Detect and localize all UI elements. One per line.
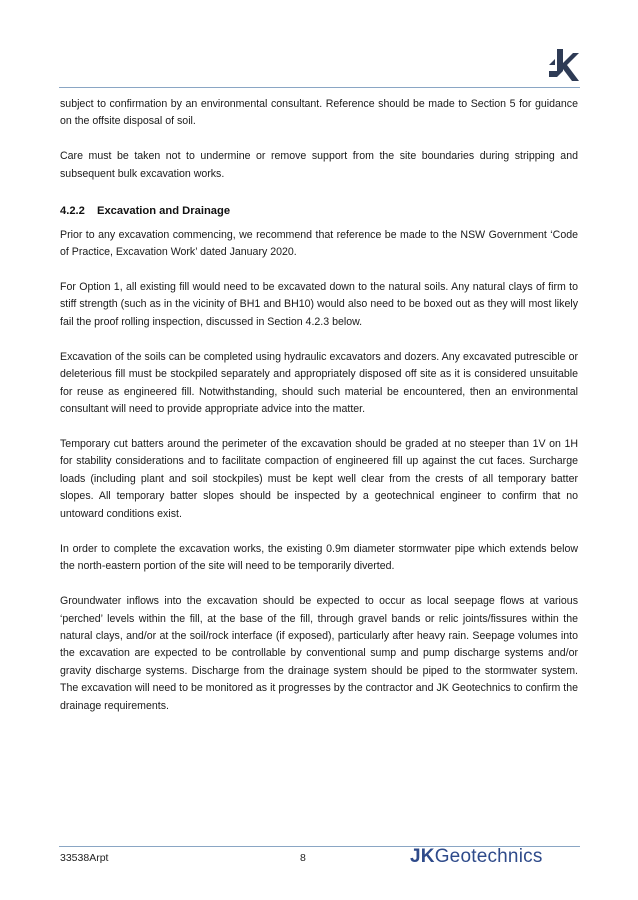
section-heading [60,203,578,220]
company-brand [410,846,543,868]
paragraph: For Option 1, all existing fill would need to be excavated down to the natural soils. Any natural clays of firm to stiff strength (such as in the vicinity of BH1 and BH10) would also need to be boxed out as they will most likely fail the proof rolling inspection, discussed in Section 4.2.3 below. [60,281,578,328]
section-title: Excavation and Drainage [97,205,231,218]
paragraph: Prior to any excavation commencing, we recommend that reference be made to the NSW Government ‘Code of Practice, Excavation Work’ dated January 2020. [60,228,578,259]
brand-name: Geotechnics [434,846,543,867]
header-rule [59,87,580,88]
paragraph: Temporary cut batters around the perimeter of the excavation should be graded at no steeper than 1V on 1H for stability considerations and to facilitate compaction of engineered fill up against the cut faces. Surcharge loads (including plant and soil stockpiles) must be kept well clear from the crests of all temporary batter slopes. All temporary batter slopes should be inspected by a geotechnical engineer to confirm that no untoward conditions exist. [60,438,578,520]
report-reference: 33538Arpt [60,852,109,864]
brand-jk: JK [410,846,435,867]
paragraph: In order to complete the excavation works, the existing 0.9m diameter stormwater pipe which extends below the north-eastern portion of the site will need to be temporarily diverted. [60,542,578,573]
paragraph: Care must be taken not to undermine or remove support from the site boundaries during stripping and subsequent bulk excavation works. [60,150,578,180]
document-body [60,96,578,733]
section-number: 4.2.2 [60,205,85,218]
paragraph: subject to confirmation by an environmental consultant. Reference should be made to Section 5 for guidance on the offsite disposal of soil. [60,98,578,128]
jk-logo-icon [543,47,579,83]
paragraph: Excavation of the soils can be completed using hydraulic excavators and dozers. Any excavated putrescible or deleterious fill must be stockpiled separately and appropriately disposed off site as it is considered unsuitable for reuse as engineered fill. Notwithstanding, should such material be encountered, then an environmental consultant will need to provide appropriate advice into the matter. [60,350,578,416]
page-number: 8 [300,852,306,864]
paragraph: Groundwater inflows into the excavation should be expected to occur as local seepage flows at various ‘perched’ levels within the fill, at the base of the fill, through gravel bands or relic joints/fissures within the natural clays, and/or at the soil/rock interface (if exposed), particularly after heavy rain. Seepage volumes into the excavation are expected to be controllable by conventional sump and pump discharge systems and/or gravity discharge systems. Discharge from the drainage system should be piped to the stormwater system. The excavation will need to be monitored as it progresses by the contractor and JK Geotechnics to confirm the drainage requirements. [60,595,578,712]
